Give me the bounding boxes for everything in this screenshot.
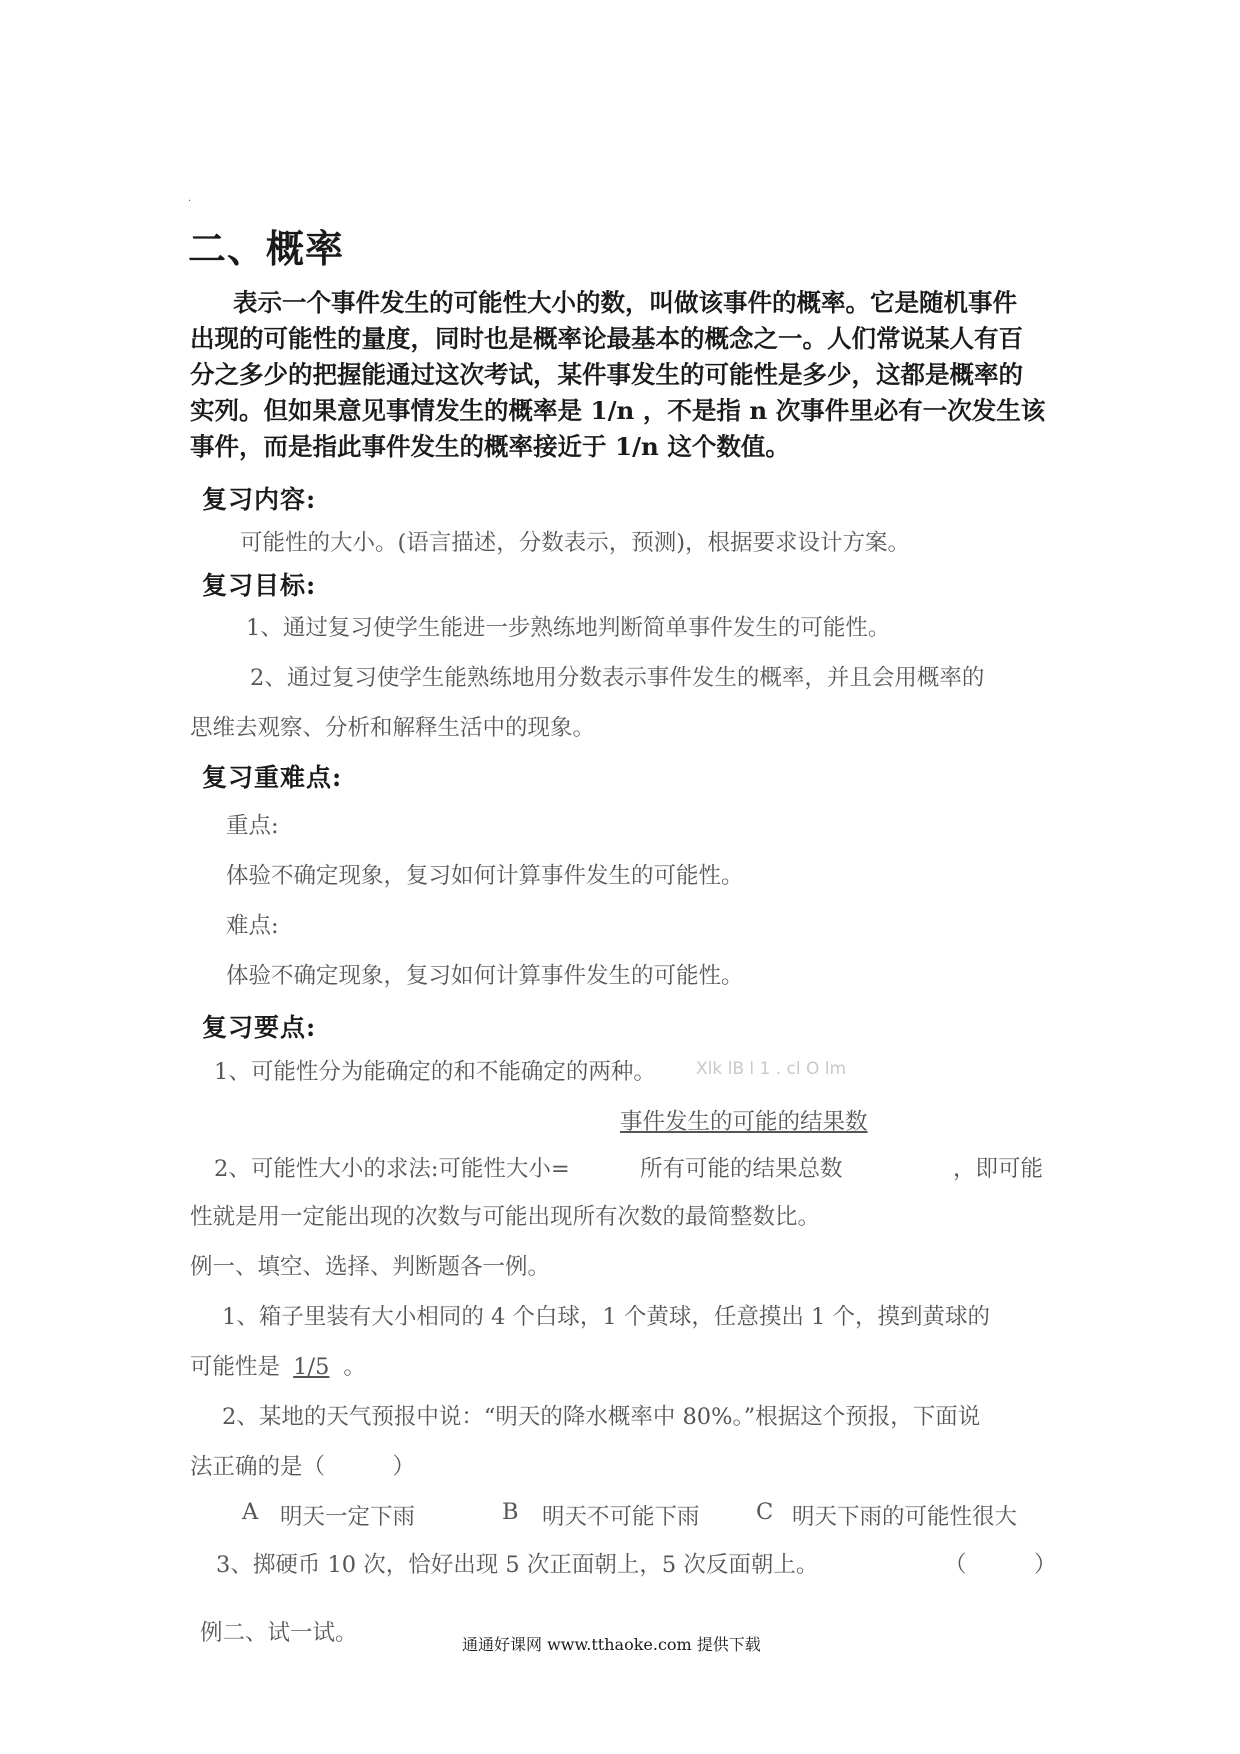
question-2-line-1: 2、某地的天气预报中说：“明天的降水概率中 80%。”根据这个预报，下面说 <box>222 1404 981 1430</box>
option-c: 明天下雨的可能性很大 <box>792 1504 1018 1530</box>
footer-credit: 通通好课网 www.tthaoke.com 提供下载 <box>462 1635 761 1654</box>
question-1-answer: 1/5 <box>293 1354 330 1380</box>
key-points-heading: 复习重难点: <box>202 763 343 792</box>
essential-2-line-2: 性就是用一定能出现的次数与可能出现所有次数的最简整数比。 <box>190 1204 821 1230</box>
formula-numerator: 事件发生的可能的结果数 <box>620 1109 868 1135</box>
review-goal-2-line-2: 思维去观察、分析和解释生活中的现象。 <box>190 715 596 741</box>
question-3: 3、掷硬币 10 次，恰好出现 5 次正面朝上，5 次反面朝上。 <box>216 1552 819 1578</box>
option-a: 明天一定下雨 <box>280 1504 416 1530</box>
example-1-heading: 例一、填空、选择、判断题各一例。 <box>190 1254 551 1280</box>
intro-line-5: 事件，而是指此事件发生的概率接近于 1/n 这个数值。 <box>190 432 790 461</box>
example-2-heading: 例二、试一试。 <box>200 1620 358 1646</box>
intro-line-1: 表示一个事件发生的可能性大小的数，叫做该事件的概率。它是随机事件 <box>233 288 1017 317</box>
difficulty-text: 体验不确定现象，复习如何计算事件发生的可能性。 <box>226 963 744 989</box>
essential-2-prefix: 2、可能性大小的求法:可能性大小= <box>214 1156 570 1182</box>
option-b-letter: B <box>502 1499 519 1525</box>
review-content-text: 可能性的大小。(语言描述，分数表示，预测)，根据要求设计方案。 <box>240 530 911 556</box>
essentials-heading: 复习要点: <box>202 1013 317 1042</box>
watermark-text: Xlk lB l 1 . cl O lm <box>696 1059 847 1079</box>
review-goal-1: 1、通过复习使学生能进一步熟练地判断简单事件发生的可能性。 <box>246 615 891 641</box>
review-content-heading: 复习内容: <box>202 485 317 514</box>
question-1-line-2 <box>190 1349 366 1381</box>
page-title: 二、概率 <box>188 226 345 271</box>
question-1-suffix: 。 <box>343 1354 366 1380</box>
intro-line-4: 实列。但如果意见事情发生的概率是 1/n ，不是指 n 次事件里必有一次发生该 <box>190 396 1046 425</box>
intro-line-2: 出现的可能性的量度，同时也是概率论最基本的概念之一。人们常说某人有百 <box>190 324 1023 353</box>
intro-line-3: 分之多少的把握能通过这次考试，某件事发生的可能性是多少，这都是概率的 <box>190 360 1023 389</box>
review-goals-heading: 复习目标: <box>202 571 317 600</box>
question-1-line-1: 1、箱子里装有大小相同的 4 个白球，1 个黄球，任意摸出 1 个，摸到黄球的 <box>222 1304 991 1330</box>
focus-label: 重点: <box>226 813 279 839</box>
question-2-line-2: 法正确的是（ ） <box>190 1454 416 1480</box>
essential-2-suffix: ，即可能 <box>953 1156 1044 1182</box>
option-b: 明天不可能下雨 <box>542 1504 700 1530</box>
option-a-letter: A <box>242 1499 259 1525</box>
stray-mark: . <box>188 193 192 204</box>
question-3-bracket: （ ） <box>944 1552 1057 1578</box>
option-c-letter: C <box>756 1499 774 1525</box>
review-goal-2-line-1: 2、通过复习使学生能熟练地用分数表示事件发生的概率，并且会用概率的 <box>250 665 985 691</box>
essential-1: 1、可能性分为能确定的和不能确定的两种。 <box>214 1059 656 1085</box>
difficulty-label: 难点: <box>226 913 279 939</box>
question-1-prefix: 可能性是 <box>190 1354 281 1380</box>
formula-denominator: 所有可能的结果总数 <box>640 1156 843 1182</box>
focus-text: 体验不确定现象，复习如何计算事件发生的可能性。 <box>226 863 744 889</box>
